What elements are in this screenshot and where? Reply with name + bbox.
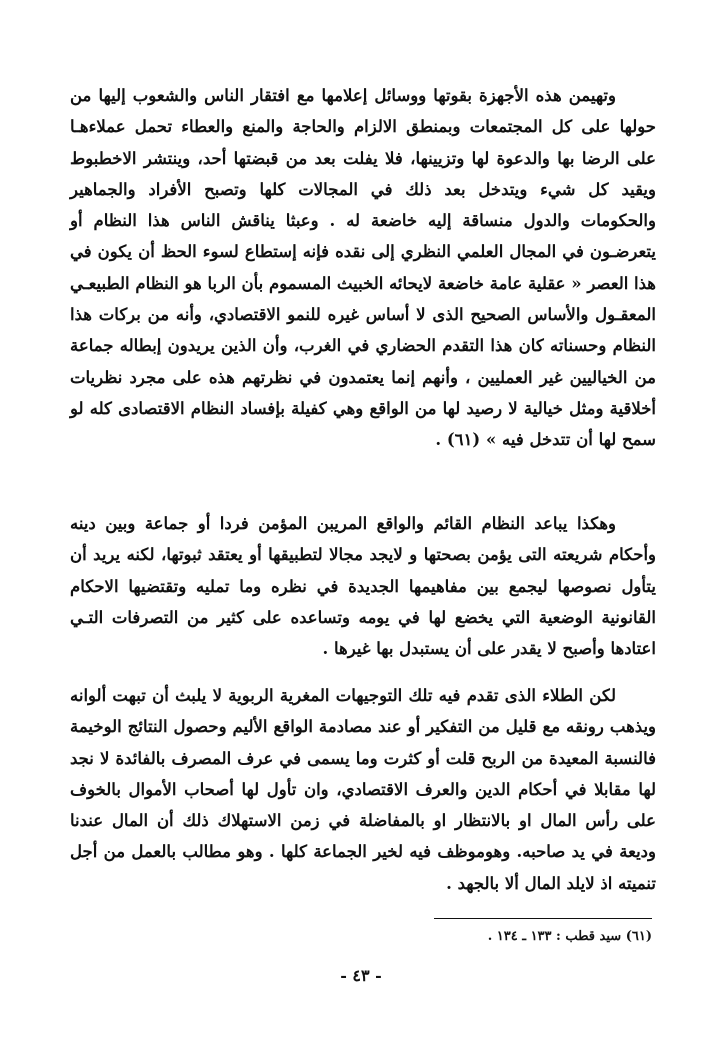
paragraph-1: وتهيمن هذه الأجهزة بقوتها ووسائل إعلامها مع افتقار الناس والشعوب إليها من حولها على كل المجتمعات وبمنطق الالزام والحاجة والمنع والعطاء تحمل عملاءهـا على الرضا بها والدعوة لها وتزيينها، فلا يفلت بعد من قبضتها أحد، وينتشر الاخطبوط ويقيد كل شيء ويتدخل بعد ذلك في المجالات كلها وتصبح الأفراد والجماهير والحكومات والدول منساقة إليه خاضعة له . وعبثا يناقش الناس هذا النظام أو يتعرضـون في المجال العلمي النظري إلى نقده فإنه إستطاع لسوء الحظ أن يكون في هذا العصر « عقلية عامة خاضعة لايحائه الخبيث المسموم بأن الربا هو النظام الطبيعـي المعقـول والأساس الصحيح الذى لا أساس غيره للنمو الاقتصادي، وأنه من بركات هذا النظام وحسناته كان هذا التقدم الحضاري في الغرب، وأن الذين يريدون إبطاله جماعة من الخياليين غير العمليين ، وأنهم إنما يعتمدون في نظرتهم هذه على مجرد نظريات أخلاقية ومثل خيالية لا رصيد لها من الواقع وهي كفيلة بإفساد النظام الاقتصادى كله لو سمح لها أن تتدخل فيه » (٦١) .	[69, 86, 656, 450]
page-number: - ٤٣ -	[340, 966, 382, 985]
paragraph-3: لكن الطلاء الذى تقدم فيه تلك التوجيهات المغرية الربوية لا يلبث أن تبهت ألوانه ويذهب رونقه مع قليل من التفكير أو عند مصادمة الواقع الأليم وحصول النتائج الوخيمة فالنسبة المعيدة من الربح قلت أو كثرت وما يسمى في عرف المصرف بالفائدة لا نجد لها مقابلا في أحكام الدين والعرف الاقتصادي، وان تأول لها أصحاب الأموال بالخوف على رأس المال او بالانتظار او بالمفاضلة في زمن الاستهلاك ذلك أن المال عندنا وديعة في يد صاحبه. وهوموظف فيه لخير الجماعة كلها . وهو مطالب بالعمل من أجل تنميته اذ لايلد المال ألا بالجهد .	[70, 686, 656, 893]
footnote-divider	[434, 918, 652, 919]
footnote: (٦١) سيد قطب : ١٣٣ ـ ١٣٤ .	[487, 929, 652, 944]
paragraph-2: وهكذا يباعد النظام القائم والواقع المريبن المؤمن فردا أو جماعة وبين دينه وأحكام شريعته التى يؤمن بصحتها و لايجد مجالا لتطبيقها أو يعتقد ثبوتها، لكنه يريد أن يتأول نصوصها ليجمع بين مفاهيمها الجديدة في نظره وما تمليه وتقتضيها الاحكام القانونية الوضعية التي يخضع لها في يومه وتساعده على كثير من التصرفات التـي اعتادها وأصبح لا يقدر على أن يستبدل بها غيرها .	[70, 514, 656, 659]
